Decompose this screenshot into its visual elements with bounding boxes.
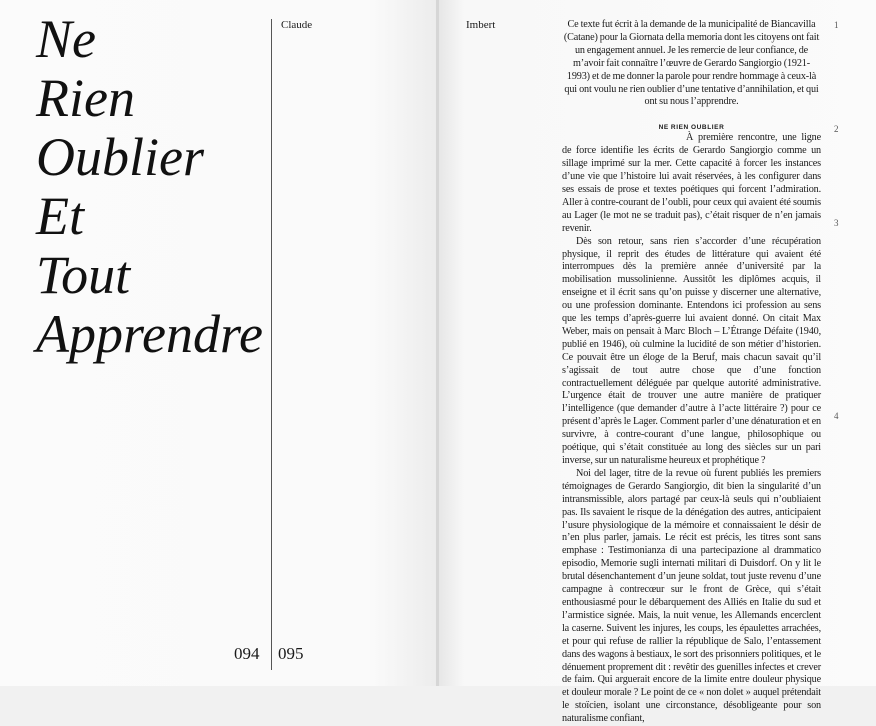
left-page: [0, 0, 438, 686]
column-divider: [271, 19, 272, 670]
page-number-left: 094: [234, 644, 260, 663]
page-number-right: 095: [278, 644, 304, 663]
intro-note: Ce texte fut écrit à la demande de la municipalité de Biancavilla (Catane) pour la Giornata della memoria dont les citoyens ont fait un engagement annuel. Je les remercie de leur confiance, de m’avoir fait connaître l’œuvre de Gerardo Sangiorgio (1921-1993) et de me donner la parole pour rendre hommage à ceux-là qui ont voulu ne rien oublier d’une tentative d’annihilation, et qui ont su nous l’apprendre.: [563, 19, 820, 108]
paragraph: Noi del lager, titre de la revue où furent publiés les premiers témoignages de Gerardo Sangiorgio, dit bien la singularité d’un intransmissible, alors partagé par ceux-là seuls qui n’oubliaient pas. Ils savaient le risque de la dénégation des autres, anticipaient l’usure physiologique de la mémoire et connaissaient le désir de n’en plus parler, jamais. Le récit est précis, les titres sont sans emphase : Testimonianza di una partecipazione al drammatico episodio, Memorie sugli internati militari di Duisdorf. On y lit le brutal désenchantement d’un jeune soldat, tout juste revenu d’une campagne à contrecœur sur le front de Grèce, qui s’était enthousiasmé pour le débarquement des Alliés en Italie du sud et l’armistice signée. Mais, la nuit venue, les Allemands encerclent la caserne. Suivent les injures, les coups, les épaulettes arrachées, et pour qui refuse de rallier la république de Salo, l’entassement dans des wagons à bestiaux, le sort des prisonniers politiques, et le dénuement proprement dit : revêtir des guenilles infectes et crever de faim. Qui arguerait encore de la limite entre douleur physique et douleur morale ? Le point de ce « non dolet » auquel prétendait le stoïcien, isolant une circonstance, désobligeante pour son naturalisme confiant,: [562, 467, 821, 725]
author-first-name: Claude: [281, 19, 313, 31]
title-line: Apprendre: [36, 304, 263, 364]
title-line: Oublier: [36, 127, 204, 187]
title-line: Rien: [36, 68, 135, 128]
margin-number: 3: [834, 218, 839, 228]
book-gutter: [436, 0, 439, 686]
paragraph: À première rencontre, une ligne de force identifie les écrits de Gerardo Sangiorgio comme un sillage imprimé sur la mer. Cette capacité à forcer les instances d’une vie que l’histoire lui avait réservées, à les configurer dans ses essais de prose et textes poétiques qui forcent l’admiration. Aller à contre-courant de l’oubli, pour ceux qui avaient été soumis au Lager (le mot ne se traduit pas), c’était risquer de n’en jamais revenir.: [562, 132, 821, 234]
paragraph: Dès son retour, sans rien s’accorder d’une récupération physique, il reprit des études de littérature qui avaient été interrompues dès la première année d’université par la mobilisation mussolinienne. Aussitôt les diplômes acquis, il enseigne et il écrit sans qu’on puisse y discerner une alternative, ou une profession dominante. Entendons ici profession au sens que les temps d’après-guerre lui avaient donné. On citait Max Weber, mais on pensait à Marc Bloch – L’Étrange Défaite (1940, publié en 1946), où culmine la lucidité de son métier d’historien. Ce pouvait être un éloge de la Beruf, mais chacun savait qu’il s’agissait de tout autre chose que d’une fonction contractuellement déléguée par quelque autorité administrative. L’urgence était de trouver une autre manière de pratiquer l’intelligence (que demander d’autre à l’acte littéraire ?) pour ce présent d’après le Lager. Comment parler d’une dénaturation et en survivre, à contre-courant d’une langue, philosophique ou poétique, qui s’était constituée au long des siècles sur un pari inverse, sur un naturalisme heureux et prophétique ?: [562, 235, 821, 466]
margin-number: 2: [834, 124, 839, 134]
title-line: Et: [36, 186, 84, 246]
section-heading: NE RIEN OUBLIER: [658, 124, 725, 132]
margin-number: 1: [834, 20, 839, 30]
title-line: Tout: [36, 245, 131, 305]
title-line: Ne: [36, 9, 96, 69]
author-last-name: Imbert: [466, 19, 496, 31]
margin-number: 4: [834, 411, 839, 421]
essay-title: [36, 10, 263, 364]
body-text-column: [562, 19, 821, 726]
